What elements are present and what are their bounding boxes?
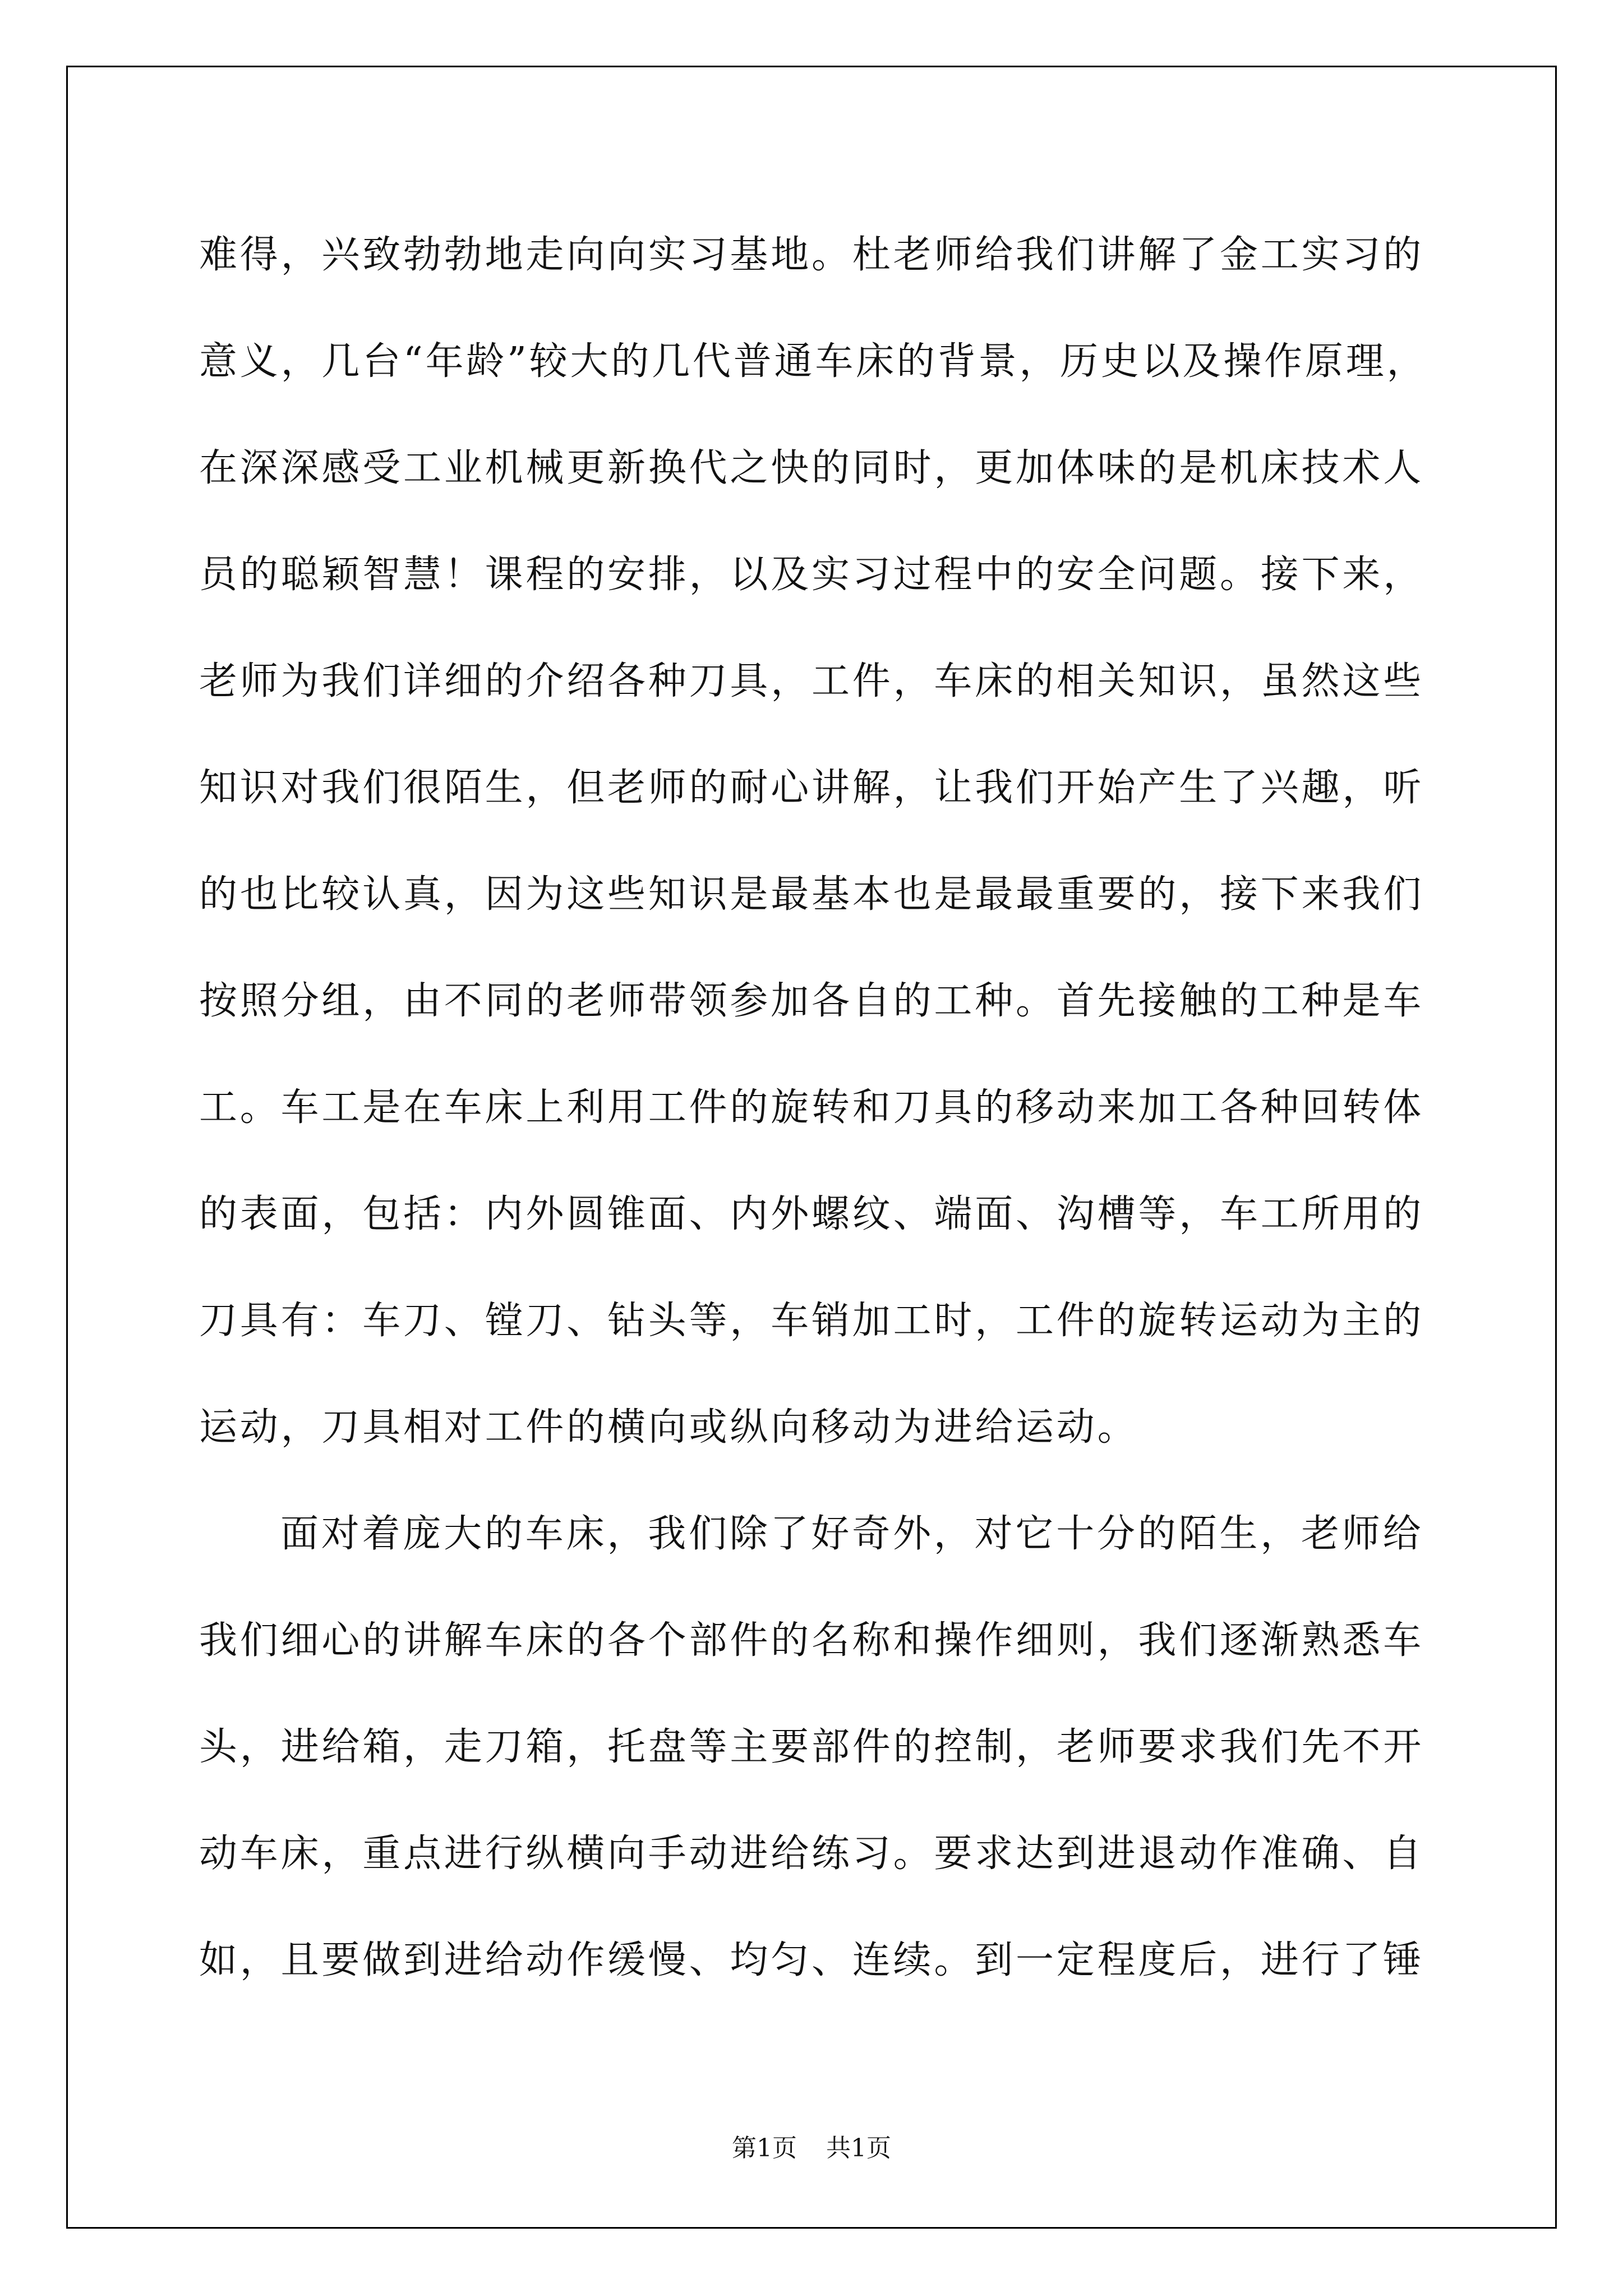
paragraph-1-line-11: 刀具有：车刀、镗刀、钻头等，车销加工时，工件的旋转运动为主的	[199, 1299, 1424, 1343]
paragraph-1-line-7: 的也比较认真，因为这些知识是最基本也是最最重要的，接下来我们	[199, 872, 1424, 917]
paragraph-2-line-5: 如，且要做到进给动作缓慢、均匀、连续。到一定程度后，进行了锤	[199, 1938, 1424, 1982]
paragraph-2-line-3: 头，进给箱，走刀箱，托盘等主要部件的控制，老师要求我们先不开	[199, 1725, 1424, 1769]
paragraph-2-line-1-text: 面对着庞大的车床，我们除了好奇外，对它十分的陌生，老师给	[280, 1512, 1424, 1556]
paragraph-1-line-9: 工。车工是在车床上利用工件的旋转和刀具的移动来加工各种回转体	[199, 1085, 1424, 1130]
document-body	[199, 202, 1433, 2014]
paragraph-2-line-2: 我们细心的讲解车床的各个部件的名称和操作细则，我们逐渐熟悉车	[199, 1618, 1424, 1663]
paragraph-1-line-6: 知识对我们很陌生，但老师的耐心讲解，让我们开始产生了兴趣，听	[199, 766, 1424, 810]
paragraph-2-line-1	[199, 1481, 1433, 1588]
paragraph-1-line-3: 在深深感受工业机械更新换代之快的同时，更加体味的是机床技术人	[199, 446, 1424, 490]
paragraph-1-line-1: 难得，兴致勃勃地走向向实习基地。杜老师给我们讲解了金工实习的	[199, 233, 1424, 277]
page-number-total: 共1页	[826, 2134, 891, 2162]
paragraph-1-line-8: 按照分组，由不同的老师带领参加各自的工种。首先接触的工种是车	[199, 979, 1424, 1023]
paragraph-2-line-4: 动车床，重点进行纵横向手动进给练习。要求达到进退动作准确、自	[199, 1832, 1424, 1876]
paragraph-1-line-12: 运动，刀具相对工件的横向或纵向移动为进给运动。	[199, 1405, 1138, 1450]
page-number-current: 第1页	[732, 2134, 797, 2162]
page-footer	[0, 2128, 1623, 2164]
paragraph-1-line-5: 老师为我们详细的介绍各种刀具，工件，车床的相关知识，虽然这些	[199, 659, 1424, 703]
paragraph-1-line-10: 的表面，包括：内外圆锥面、内外螺纹、端面、沟槽等，车工所用的	[199, 1192, 1424, 1236]
paragraph-1-line-2: 意义，几台“年龄”较大的几代普通车床的背景，历史以及操作原理，	[199, 339, 1428, 384]
paragraph-1-line-4: 员的聪颖智慧！课程的安排，以及实习过程中的安全问题。接下来，	[199, 553, 1424, 597]
